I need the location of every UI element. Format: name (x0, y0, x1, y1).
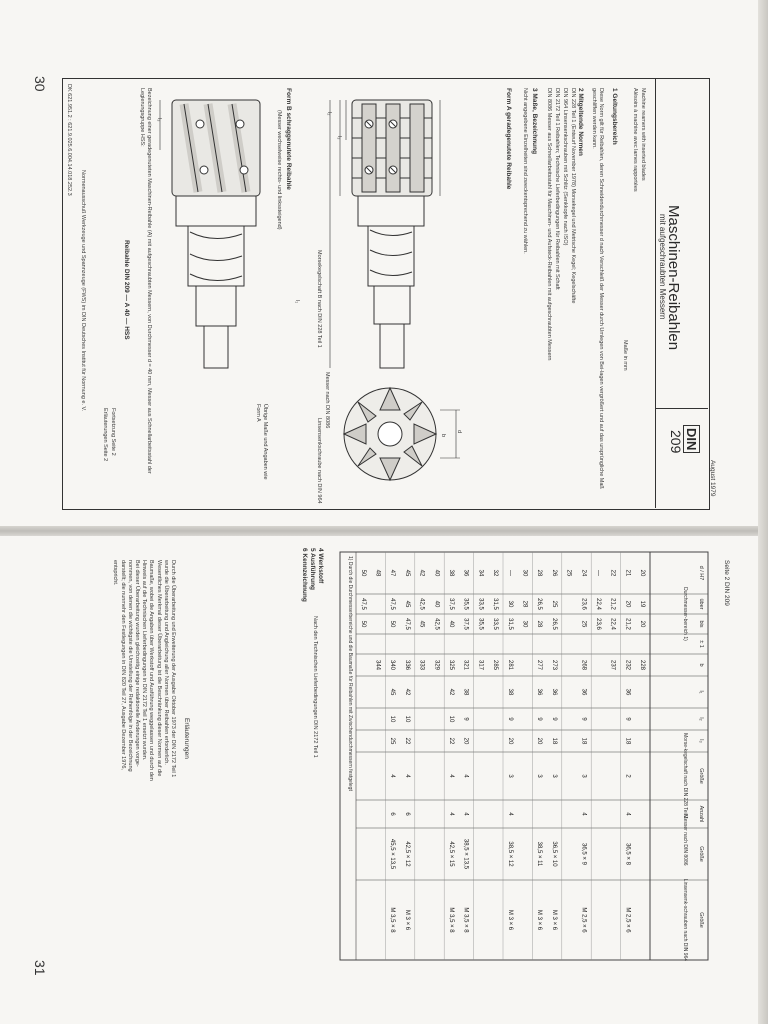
table-cell: 25 (389, 737, 396, 745)
table-cell: 26,5 (536, 598, 543, 610)
erl-line: Hinweis auf die Technischen Lieferbedingungen in DIN 2172 Teil 1 ersetzt wurden. (141, 560, 148, 761)
table-cell: 25 (580, 620, 587, 628)
table-cell: 36,5 × 10 (550, 841, 557, 867)
table-cell: 321 (462, 659, 469, 671)
table-cell: 47 (389, 569, 396, 577)
table-cell: 50 (359, 569, 366, 577)
table-cell: 47,5 (403, 618, 410, 630)
doc-subtitle: mit aufgeschraubten Messern (658, 214, 667, 320)
table-cell: 48 (374, 569, 381, 577)
morse-note: Morsekegelschaft B nach DIN 228 Teil 1 (316, 250, 322, 348)
table-cell: — (506, 570, 513, 576)
form-a-label: Form A geradegenutete Reibahle (505, 88, 512, 190)
erl-line: entspricht. (112, 560, 119, 586)
table-cell: 35,5 (477, 618, 484, 630)
table-cell: 4 (389, 774, 396, 778)
dim-l2: l₂ (326, 112, 332, 116)
left-page-number: 30 (32, 76, 48, 92)
table-cell: 9 (624, 717, 631, 721)
table-cell: 38 (462, 688, 469, 696)
table-header-cell: bis (698, 620, 704, 628)
table-cell: 35,5 (462, 598, 469, 610)
erl-line: Durch die Überarbeitung und Erweiterung der Ausgabe Oktober 1973 der DIN 2172 Teil 1 (170, 560, 176, 778)
table-cell: 25 (550, 600, 557, 608)
section6-title: 6 Kennzeichnung (301, 548, 308, 602)
designation-intro: Bezeichnung einer geradegenuteten Maschinen-Reibahle (A) mit aufgeschraubten Messern, von Durchmesser d = 40 mm, Messer aus Schnellarbeitsstahl der Legierungsgruppe HSS: (139, 88, 152, 474)
table-cell: 33,5 (492, 618, 499, 630)
section1-text: Diese Norm gilt für Reibahlen, deren Schneidendurchmesser d nach Verschleiß der Messer durch Umlegen von Bei-lagen vergrößert und auf das ursprüngliche Maß geschliffen werden kann. (591, 88, 604, 489)
table-cell: 36 (624, 688, 631, 696)
table-cell: 340 (389, 659, 396, 671)
dim-l3-b: l₃ (156, 118, 162, 122)
right-page-number: 31 (32, 960, 48, 976)
table-cell: 36 (580, 688, 587, 696)
form-b-label: Form B schraggenutete Reibahle (285, 88, 292, 190)
table-group-header: Durchmesser-bereich 1) (682, 587, 688, 641)
table-cell: 22,4 (609, 618, 616, 630)
table-group-header: Messer nach DIN 8086 (682, 814, 688, 866)
table-header-cell: Anzahl (698, 805, 704, 823)
table-cell: 4 (506, 812, 513, 816)
continuation: Fortsetzung Seite 2 (110, 408, 116, 456)
table-cell: 22 (403, 737, 410, 745)
table-cell: 22 (609, 569, 616, 577)
norm-2: DIN 964 Linsensenkschrauben mit Schlitz (Senkkopfe nach ISO) (562, 88, 568, 246)
table-cell: 42,5 (433, 618, 440, 630)
erl-line: Bei dieser Überarbeitung wurden gleichzeitig einige redaktionelle Änderungen vorge- (134, 560, 140, 767)
table-cell: 36,5 × 8 (624, 843, 631, 865)
table-header-cell: Größe (698, 846, 704, 862)
norm-3: DIN 2172 Teil 1 Reibahlen; Technische Lieferbedingungen für Reibahlen mit Schaft (554, 88, 560, 290)
table-header-cell: ± 1 (698, 640, 704, 648)
table-cell: 10 (403, 715, 410, 723)
table-cell: 21 (624, 569, 631, 577)
table-cell: 40 (433, 569, 440, 577)
table-cell: M 3 × 6 (403, 909, 410, 931)
table-cell: 37,5 (462, 618, 469, 630)
table-cell: 19 (639, 600, 646, 608)
table-cell: 333 (418, 659, 425, 671)
table-header-cell: l₃ (698, 739, 704, 743)
table-cell: 31,5 (506, 618, 513, 630)
table-cell: 45 (389, 688, 396, 696)
table-cell: 36 (536, 688, 543, 696)
screw-note: Linsensenkschraube nach DIN 964 (316, 418, 322, 504)
table-cell: 22,4 (594, 598, 601, 610)
table-cell: 3 (550, 774, 557, 778)
table-cell: M 2,5 × 6 (580, 907, 587, 933)
table-cell: 20 (639, 569, 646, 577)
table-cell: 20 (506, 737, 513, 745)
table-cell: 9 (536, 717, 543, 721)
norm-4: DIN 8086 Messer aus Schnellarbeitsstahl für Maschinen- und Aufsteck-Reibahlen mit aufgeschraubten Messern (546, 88, 552, 361)
table-cell: 9 (550, 717, 557, 721)
erl-line: Baumaße, wobei die Angaben über Werkstoff und Ausführung weggelassen und durch den (148, 560, 155, 781)
table-cell: M 3 × 6 (506, 909, 513, 931)
table-cell: 3 (580, 774, 587, 778)
footer-text: Normenausschuß Werkzeuge und Spannzeuge (FWS) im DIN Deutsches Institut für Normung e. V. (80, 170, 86, 412)
dim-d: d (456, 430, 462, 434)
table-cell: 42 (447, 688, 454, 696)
erl-line: nommen, von denen die wichtigste die Umstellung der Reihenfolge in der Bezeichnung (126, 560, 133, 772)
table-cell: 21,2 (609, 598, 616, 610)
table-cell: 9 (462, 717, 469, 721)
table-cell: 10 (389, 715, 396, 723)
table-cell: 6 (403, 812, 410, 816)
table-cell: 9 (506, 717, 513, 721)
table-cell: 33,5 (477, 598, 484, 610)
section456-text: Nach den Technischen Lieferbedingungen DIN 2172 Teil 1 (312, 616, 318, 758)
table-cell: 28 (521, 600, 528, 608)
table-header-cell: Größe (698, 912, 704, 928)
table-border (340, 552, 708, 960)
table-cell: 36 (550, 688, 557, 696)
norm-1: DIN 228 Teil 1 (Entwurf November 1978) Morsekegel und Metrische Kegel; Kegelschäfte (570, 88, 576, 304)
table-cell: 18 (550, 737, 557, 745)
table-cell: 45 (403, 569, 410, 577)
table-cell: 42,5 (418, 598, 425, 610)
table-cell: 10 (447, 715, 454, 723)
table-cell: 28 (536, 569, 543, 577)
table-cell: 36 (462, 569, 469, 577)
table-cell: 45,5 × 13,5 (389, 838, 396, 870)
table-cell: 24 (580, 569, 587, 577)
table-cell: 50 (359, 620, 366, 628)
table-cell: 232 (624, 659, 631, 671)
table-cell: 20 (536, 737, 543, 745)
table-cell: 47,5 (389, 598, 396, 610)
table-cell: 3 (506, 774, 513, 778)
table-cell: 20 (462, 737, 469, 745)
table-cell: 45 (403, 600, 410, 608)
table-header-cell: l₂ (698, 717, 704, 721)
table-cell: 38,5 × 11 (536, 841, 543, 867)
explanations-ref: Erläuterungen Seite 2 (102, 408, 108, 462)
table-cell: 285 (492, 659, 499, 671)
table-cell: 38,5 × 12 (506, 841, 513, 867)
table-cell: 40 (447, 620, 454, 628)
table-header-cell: über (698, 598, 704, 610)
table-cell: 20 (624, 600, 631, 608)
table-cell: 281 (506, 659, 513, 671)
table-cell: 31,5 (492, 598, 499, 610)
table-cell: M 2,5 × 6 (624, 907, 631, 933)
section1-title: 1 Geltungsbereich (611, 88, 618, 145)
knife-note: Messer nach DIN 8086 (324, 372, 330, 429)
din-label: DIN (683, 425, 700, 453)
table-cell: 23,6 (594, 618, 601, 630)
table-cell: 4 (447, 774, 454, 778)
dim-l1: l₁ (294, 300, 300, 304)
table-cell: 2 (624, 774, 631, 778)
erl-line: darstellt; die nunmehr den Festlegungen in DIN 820 Teil 27, Ausgabe Dezember 1976, (119, 560, 126, 770)
dim-l3: l₃ (336, 136, 342, 140)
designation: Reibahle DIN 209 — A 40 — HSS (123, 240, 130, 340)
table-cell: 30 (521, 569, 528, 577)
erl-line: wurde die Überarbeitung und Angleichung aller Normen über Reibahlen erforderlich. (162, 560, 169, 765)
table-cell: 42,5 × 12 (403, 841, 410, 867)
table-cell: 47,5 (359, 598, 366, 610)
table-cell: 4 (624, 812, 631, 816)
table-cell: 30 (521, 620, 528, 628)
unit-note: Maße in mm (622, 340, 628, 371)
table-cell: 18 (580, 737, 587, 745)
table-header-cell: b (698, 663, 704, 667)
table-cell: 237 (609, 659, 616, 671)
doc-date: August 1979 (709, 460, 716, 497)
table-cell: 3 (536, 774, 543, 778)
table-cell: 336 (403, 659, 410, 671)
table-cell: 45 (418, 620, 425, 628)
table-cell: 228 (639, 659, 646, 671)
table-cell: 325 (447, 659, 454, 671)
table-group-header: Morse-kegelschaft nach DIN 228 Teil 1 (682, 733, 688, 819)
table-footnote: 1) Durch die Durchmesserbereiche und die Baumaße für Reibahlen mit Zwischendurchmessern festgelegt (347, 556, 353, 791)
section4-title: 4 Werkstoff (317, 548, 324, 584)
table-cell: 23,6 (580, 598, 587, 610)
table-cell: 268 (580, 659, 587, 671)
table-cell: 38 (447, 569, 454, 577)
doc-title: Maschinen-Reibahlen (665, 205, 682, 351)
table-cell: 4 (462, 774, 469, 778)
erl-title: Erläuterungen (183, 718, 190, 759)
table-cell: M 3,5 × 8 (389, 907, 396, 933)
table-cell: 36,5 × 9 (580, 843, 587, 865)
table-cell: 38 (506, 688, 513, 696)
table-cell: 25 (565, 569, 572, 577)
table-cell: 18 (624, 737, 631, 745)
erl-line: Wesentliches Merkmal dieser Überarbeitung ist die Beschränkung dieser Normen auf die (155, 560, 162, 777)
table-cell: 344 (374, 659, 381, 671)
table-cell: 21,2 (624, 618, 631, 630)
table-cell: 42,5 × 15 (447, 841, 454, 867)
table-cell: 4 (580, 812, 587, 816)
french-title: Alésoirs à machine avec lames rapportées (632, 88, 638, 192)
table-cell: M 3,5 × 8 (462, 907, 469, 933)
din-number: 209 (668, 430, 684, 454)
table-cell: — (594, 570, 601, 576)
english-title: Machine reamers with inserted blades (640, 88, 646, 181)
table-cell: 9 (580, 717, 587, 721)
table-cell: 6 (389, 812, 396, 816)
form-note: Übrige Maße und Angaben wie Form A (255, 404, 268, 480)
dim-b: b (440, 434, 446, 438)
table-cell: 22 (447, 737, 454, 745)
table-cell: 4 (447, 812, 454, 816)
table-cell: 329 (433, 659, 440, 671)
table-header-cell: d / H7 (698, 565, 704, 581)
table-cell: 26,5 (550, 618, 557, 630)
page2-header: Seite 2 DIN 209 (723, 560, 730, 606)
table-cell: 273 (550, 659, 557, 671)
table-cell: 4 (403, 774, 410, 778)
table-cell: 42 (418, 569, 425, 577)
section5-title: 5 Ausführung (309, 548, 316, 591)
table-cell: 40 (433, 600, 440, 608)
table-cell: 42 (403, 688, 410, 696)
table-cell: 32 (492, 569, 499, 577)
table-cell: 26 (550, 569, 557, 577)
section3-text: Nicht angegebene Einzelheiten sind zweckentsprechend zu wählen. (522, 88, 528, 254)
table-cell: M 3 × 6 (536, 909, 543, 931)
table-cell: 50 (389, 620, 396, 628)
table-cell: 28 (536, 620, 543, 628)
form-b-note: (Messer wechselweise rechts- und linkssteigend) (276, 110, 282, 230)
table-cell: M 3 × 6 (550, 909, 557, 931)
table-cell: 30 (506, 600, 513, 608)
table-cell: 37,5 (447, 598, 454, 610)
table-cell: 317 (477, 659, 484, 671)
class-codes: DK 621.951.2 : 621.9.025.6.004.14.018.252.3 (66, 84, 72, 196)
table-cell: 38,5 × 13,5 (462, 838, 469, 870)
table-cell: 277 (536, 659, 543, 671)
table-header-cell: Größe (698, 768, 704, 784)
table-cell: 4 (462, 812, 469, 816)
table-group-header: Linsensenk-schrauben nach DIN 964 (682, 878, 688, 962)
table-header-cell: l₁ (698, 690, 704, 694)
section3-title: 3 Maße, Bezeichnung (531, 88, 538, 155)
table-cell: 20 (639, 620, 646, 628)
table-cell: M 3,5 × 8 (447, 907, 454, 933)
section2-title: 2 Mitgeltende Normen (577, 88, 584, 156)
table-cell: 34 (477, 569, 484, 577)
